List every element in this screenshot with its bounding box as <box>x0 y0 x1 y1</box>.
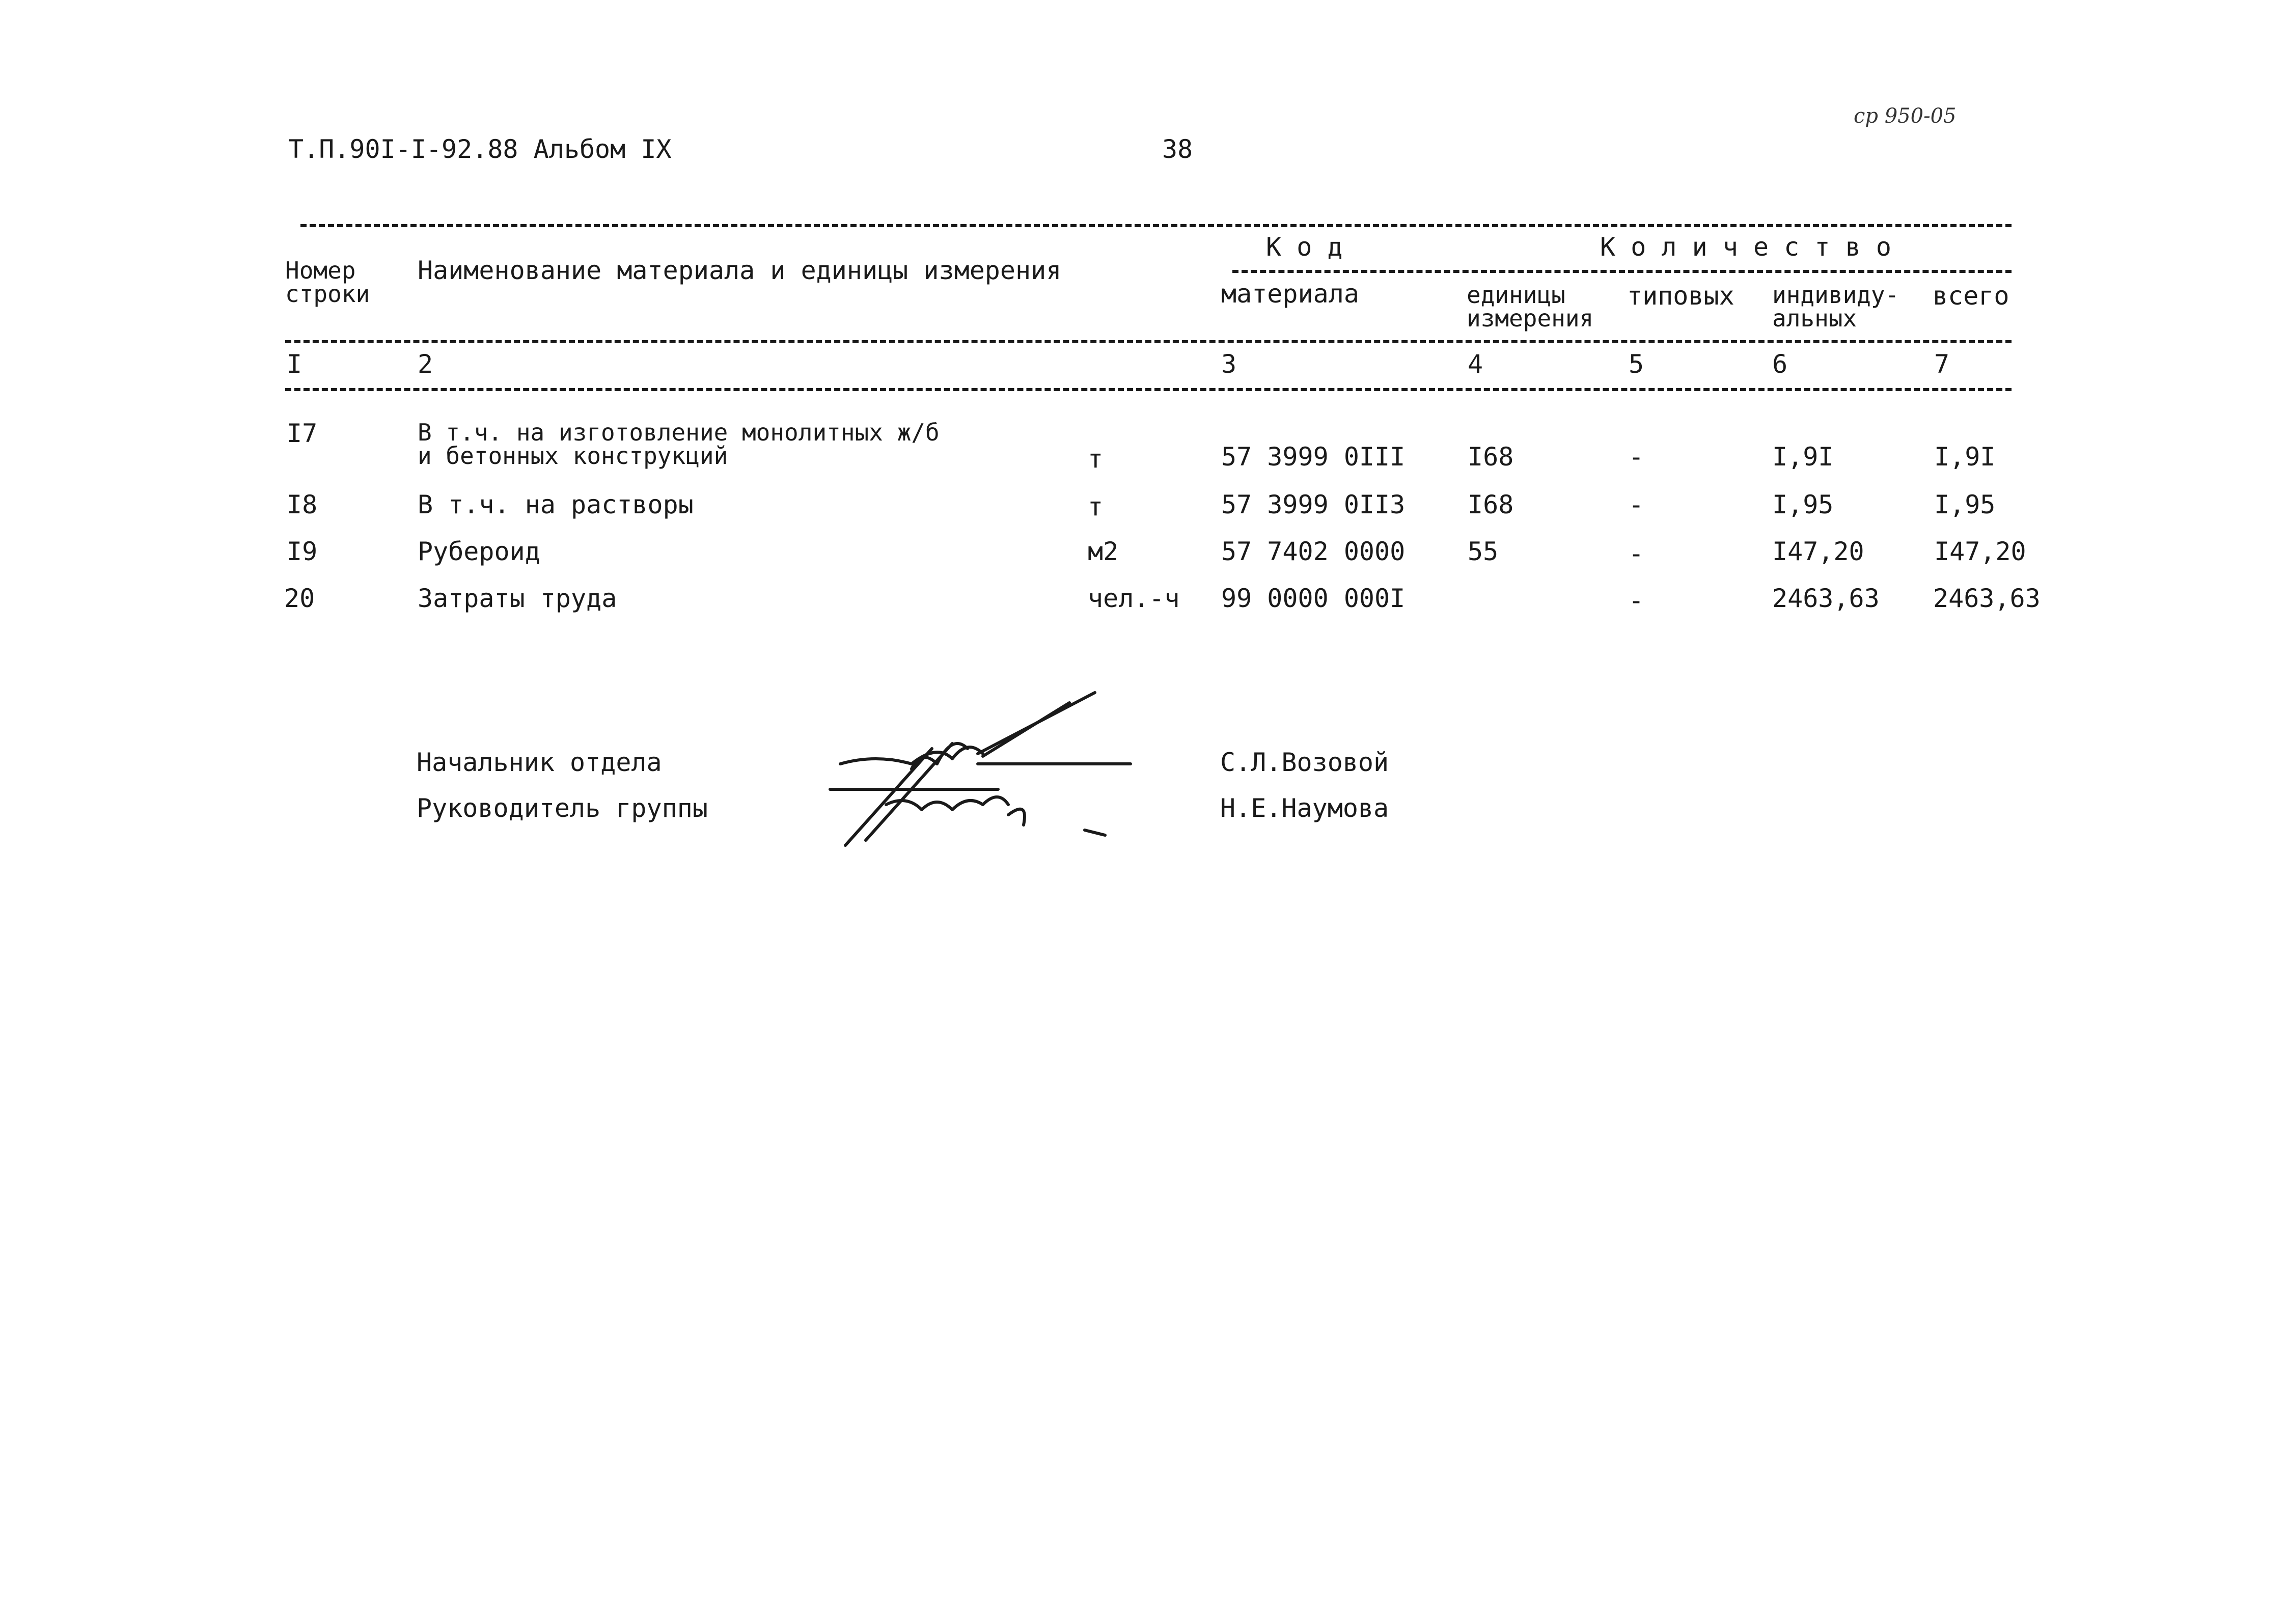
column-number-3: 3 <box>1221 349 1237 379</box>
table-top-rule <box>300 224 2012 227</box>
header-quantity-group: К о л и ч е с т в о <box>1600 232 1891 262</box>
unit-of-measure: м2 <box>1088 537 1119 566</box>
header-code-group: К о д <box>1266 232 1343 262</box>
material-code: 99 0000 000I <box>1221 584 1406 613</box>
column-number-2: 2 <box>418 349 433 379</box>
header-bottom-rule <box>285 340 2012 343</box>
total-quantity: I,95 <box>1934 490 1996 519</box>
signatory-name-group-leader: Н.Е.Наумова <box>1220 793 1389 823</box>
typical-quantity: - <box>1629 490 1644 519</box>
column-number-5: 5 <box>1629 349 1644 379</box>
header-group-rule <box>1232 270 2012 273</box>
page-number: 38 <box>1162 134 1193 164</box>
unit-code: I68 <box>1468 442 1514 472</box>
material-code: 57 3999 0II3 <box>1221 490 1406 519</box>
total-quantity: 2463,63 <box>1933 584 2041 613</box>
row-number: I8 <box>287 490 318 519</box>
individual-quantity: I47,20 <box>1772 537 1864 566</box>
typical-quantity: - <box>1629 586 1644 615</box>
material-code: 57 3999 0III <box>1221 442 1406 472</box>
individual-quantity: I,95 <box>1772 490 1834 519</box>
material-name: Рубероид <box>418 537 540 566</box>
header-material-name: Наименование материала и единицы измерения <box>418 256 1062 285</box>
header-typical: типовых <box>1627 281 1734 311</box>
row-number: I9 <box>287 537 318 566</box>
individual-quantity: I,9I <box>1772 442 1834 472</box>
row-number: I7 <box>287 419 318 448</box>
unit-code: I68 <box>1468 490 1514 519</box>
handwritten-signatures <box>784 687 1141 856</box>
total-quantity: I47,20 <box>1934 537 2026 566</box>
column-numbers-rule <box>285 388 2012 391</box>
column-number-6: 6 <box>1772 349 1788 379</box>
column-number-4: 4 <box>1468 349 1483 379</box>
material-name: В т.ч. на изготовление монолитных ж/б и бетонных конструкций <box>418 419 940 470</box>
row-number: 20 <box>284 584 315 613</box>
typical-quantity: - <box>1629 442 1644 472</box>
header-material-code: материала <box>1221 279 1359 309</box>
individual-quantity: 2463,63 <box>1772 584 1880 613</box>
unit-of-measure: т <box>1088 492 1104 521</box>
header-individual: индивиду- альных <box>1772 281 1899 332</box>
column-number-7: 7 <box>1934 349 1950 379</box>
header-total: всего <box>1933 281 2009 311</box>
material-name: В т.ч. на растворы <box>418 490 694 519</box>
archive-stamp: ср 950-05 <box>1854 104 1957 128</box>
document-reference: Т.П.90I-I-92.88 Альбом IX <box>288 134 672 164</box>
material-name: Затраты труда <box>418 584 617 613</box>
unit-code: 55 <box>1468 537 1499 566</box>
header-unit: единицы измерения <box>1467 281 1594 332</box>
unit-of-measure: чел.-ч <box>1088 584 1180 613</box>
total-quantity: I,9I <box>1934 442 1996 472</box>
signatory-name-head-of-department: С.Л.Возовой <box>1220 748 1389 777</box>
typical-quantity: - <box>1629 539 1644 568</box>
column-number-1: I <box>287 349 302 379</box>
unit-of-measure: т <box>1088 444 1104 474</box>
material-code: 57 7402 0000 <box>1221 537 1406 566</box>
signatory-role-group-leader: Руководитель группы <box>417 793 708 823</box>
header-row-number: Номер строки <box>285 257 370 308</box>
signatory-role-head-of-department: Начальник отдела <box>417 748 662 777</box>
